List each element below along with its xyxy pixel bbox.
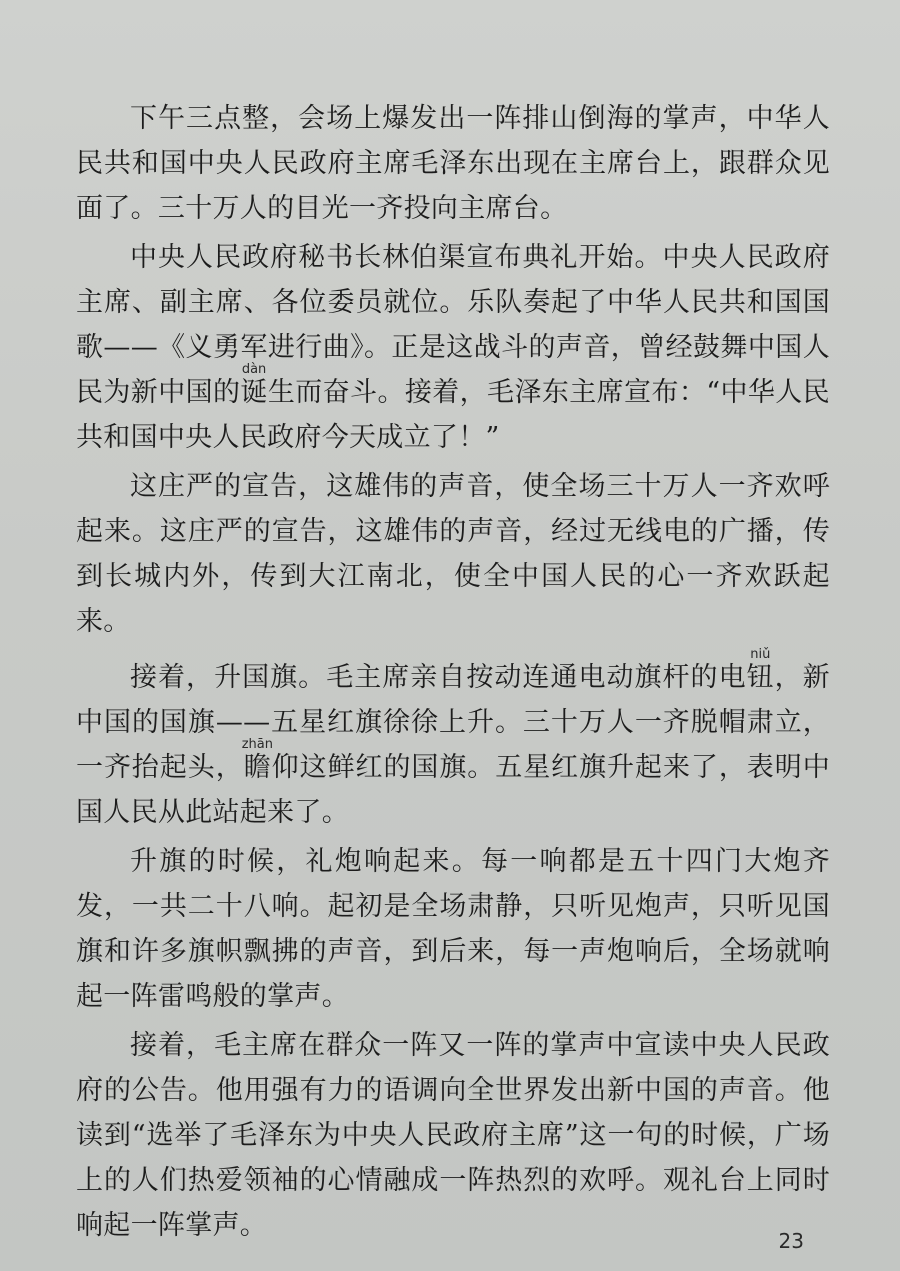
annotated-char: 瞻 [241, 752, 273, 783]
pinyin-annotated-char [241, 737, 273, 783]
pinyin: niǔ [746, 647, 774, 662]
annotated-char: 钮 [746, 662, 775, 693]
paragraph [76, 839, 830, 1019]
text-run: 仰这鲜红的国旗。五星红旗升起来了，表明中国人民从此站起来了。 [76, 752, 830, 828]
annotated-char: 诞 [240, 377, 268, 408]
paragraph [76, 464, 830, 644]
text-run: 接着，毛主席在群众一阵又一阵的掌声中宣读中央人民政府的公告。他用强有力的语调向全世界发出新中国的声音。他读到“选举了毛泽东为中央人民政府主席”这一句的时候，广场上的人们热爱领袖的心情融成一阵热烈的欢呼。观礼台上同时响起一阵掌声。 [76, 1030, 830, 1241]
paragraph [76, 96, 830, 231]
pinyin: zhān [241, 737, 273, 752]
text-run: 升旗的时候，礼炮响起来。每一响都是五十四门大炮齐发，一共二十八响。起初是全场肃静，只听见炮声，只听见国旗和许多旗帜飘拂的声音，到后来，每一声炮响后，全场就响起一阵雷鸣般的掌声。 [76, 846, 830, 1012]
paragraph [76, 1023, 830, 1248]
text-run: 接着，升国旗。毛主席亲自按动连通电动旗杆的电 [130, 662, 747, 693]
paragraph [76, 235, 830, 460]
text-run: 中央人民政府秘书长林伯渠宣布典礼开始。中央人民政府主席、副主席、各位委员就位。乐队奏起了中华人民共和国国歌——《义勇军进行曲》。正是这战斗的声音，曾经鼓舞中国人民为新中国的 [76, 242, 830, 408]
pinyin-annotated-char [240, 362, 268, 408]
text-run: ，新中国的国旗——五星红旗徐徐上升。三十万人一齐脱帽肃立，一齐抬起头， [76, 662, 830, 783]
paragraph [76, 648, 830, 835]
page-number: 23 [778, 1229, 804, 1253]
pinyin-annotated-char [746, 647, 775, 693]
text-run: 这庄严的宣告，这雄伟的声音，使全场三十万人一齐欢呼起来。这庄严的宣告，这雄伟的声音，经过无线电的广播，传到长城内外，传到大江南北，使全中国人民的心一齐欢跃起来。 [76, 471, 830, 637]
text-body [76, 96, 830, 1248]
text-run: 下午三点整，会场上爆发出一阵排山倒海的掌声，中华人民共和国中央人民政府主席毛泽东出现在主席台上，跟群众见面了。三十万人的目光一齐投向主席台。 [76, 103, 830, 224]
pinyin: dàn [240, 362, 268, 377]
text-run: 生而奋斗。接着，毛泽东主席宣布：“中华人民共和国中央人民政府今天成立了！” [76, 377, 830, 453]
